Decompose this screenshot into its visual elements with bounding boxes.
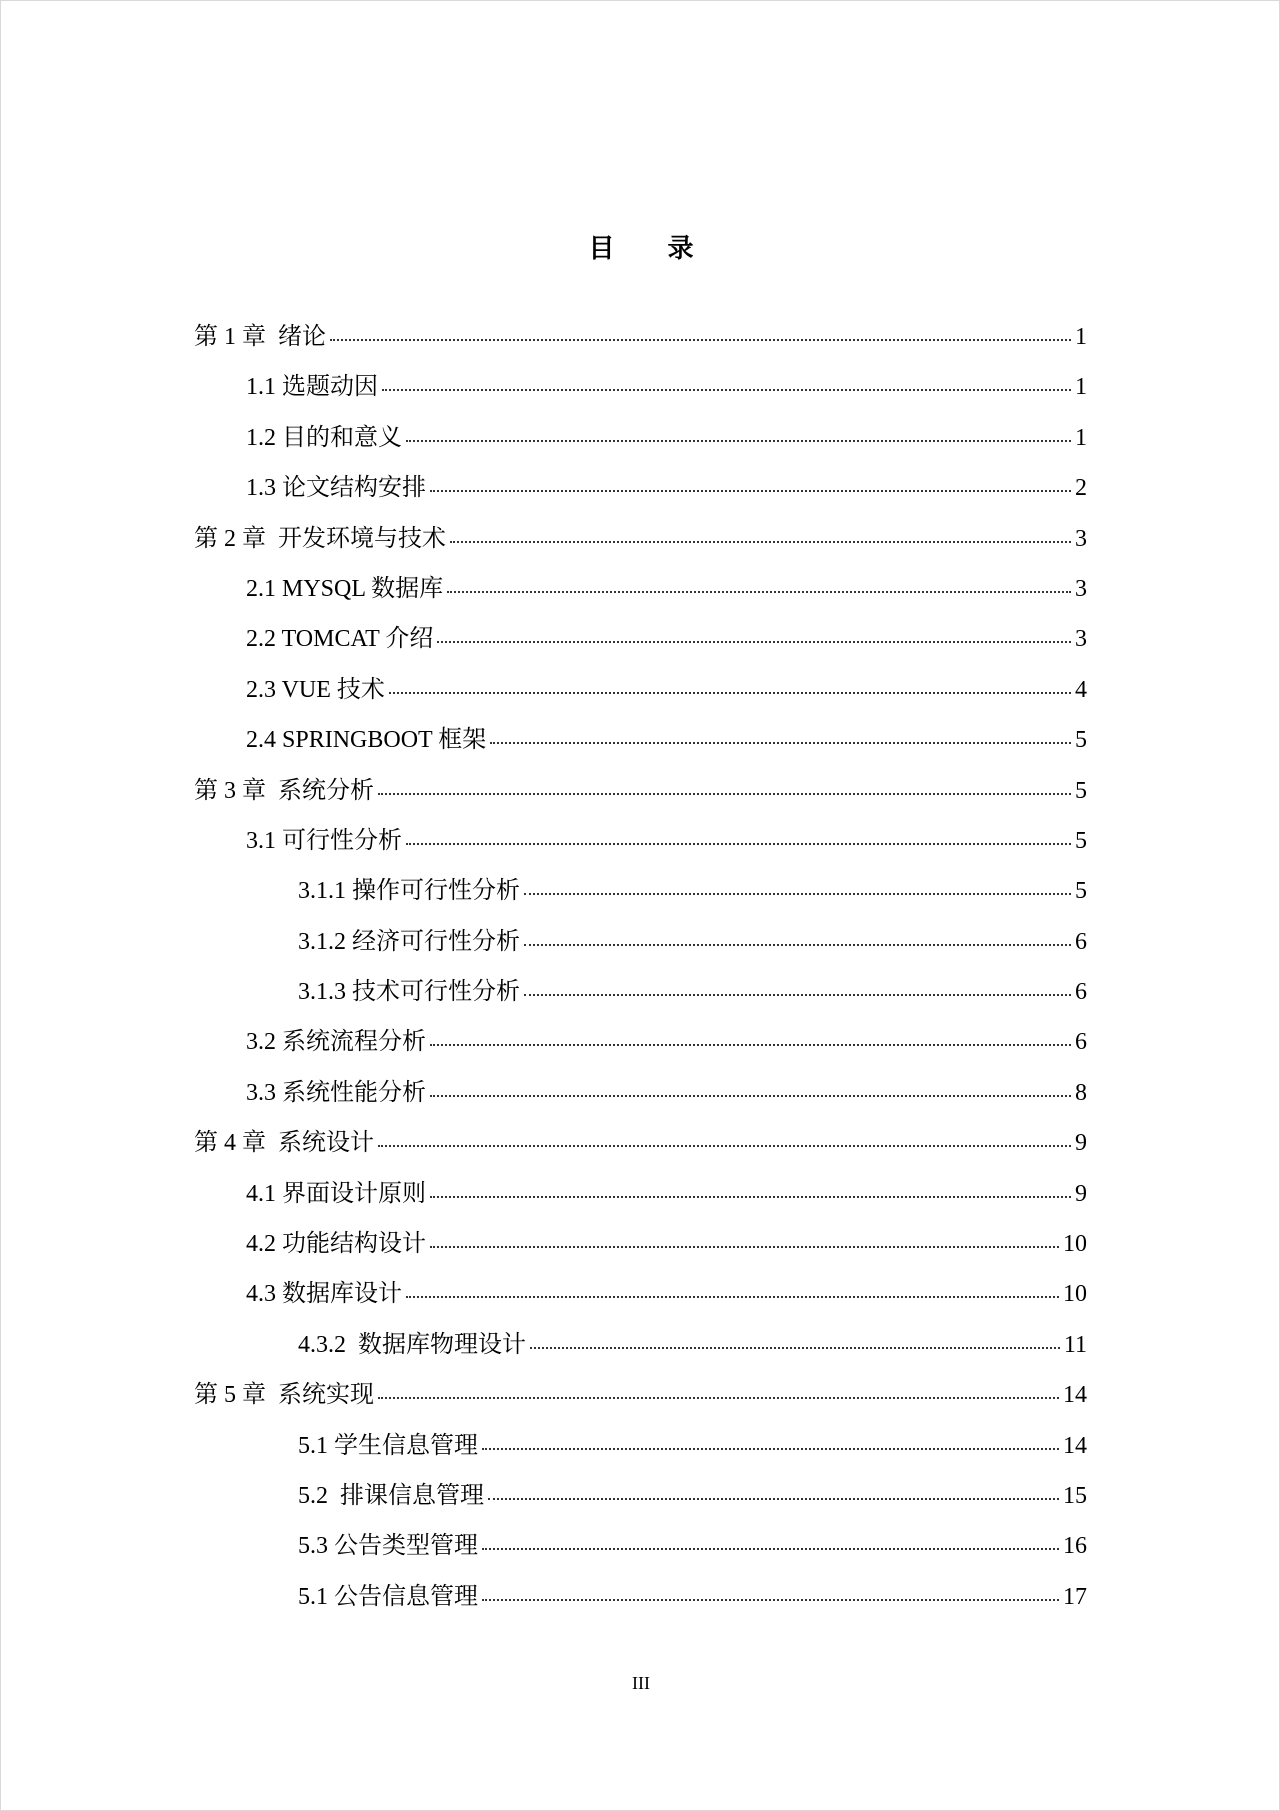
toc-entry[interactable] — [298, 924, 1087, 974]
toc-entry-label: 2.3 VUE 技术 — [246, 676, 385, 703]
dot-leader — [450, 541, 1071, 543]
toc-entry[interactable] — [246, 470, 1087, 520]
toc-title: 目 录 — [588, 234, 716, 264]
dot-leader — [482, 1548, 1059, 1550]
toc-entry-page-number: 2 — [1075, 475, 1087, 502]
toc-entry[interactable] — [246, 1176, 1087, 1226]
dot-leader — [490, 742, 1071, 744]
toc-entry-label: 第 1 章 绪论 — [194, 324, 326, 350]
toc-entry-page-number: 9 — [1075, 1180, 1087, 1207]
toc-entry[interactable] — [194, 1377, 1087, 1427]
toc-entry[interactable] — [246, 823, 1087, 873]
toc-entry-page-number: 6 — [1075, 928, 1087, 955]
toc-entry-label: 4.3.2 数据库物理设计 — [298, 1331, 526, 1358]
toc-entry-page-number: 10 — [1063, 1281, 1087, 1308]
toc-entry-label: 5.3 公告类型管理 — [298, 1533, 478, 1560]
dot-leader — [430, 1196, 1071, 1198]
toc-entry-page-number: 17 — [1063, 1583, 1087, 1610]
toc-entry[interactable] — [298, 1428, 1087, 1478]
toc-entry[interactable] — [246, 1276, 1087, 1326]
dot-leader — [378, 1397, 1059, 1399]
toc-entry-page-number: 14 — [1063, 1382, 1087, 1409]
dot-leader — [430, 1246, 1059, 1248]
toc-entry[interactable] — [298, 974, 1087, 1024]
toc-entry-label: 3.1.2 经济可行性分析 — [298, 928, 520, 955]
toc-entry-page-number: 9 — [1075, 1130, 1087, 1157]
toc-entry-label: 第 2 章 开发环境与技术 — [194, 525, 446, 552]
toc-entry-page-number: 5 — [1075, 727, 1087, 754]
dot-leader — [430, 490, 1071, 492]
toc-entry[interactable] — [194, 319, 1087, 369]
toc-entry-page-number: 6 — [1075, 1029, 1087, 1056]
toc-entry[interactable] — [246, 722, 1087, 772]
toc-entry[interactable] — [194, 1125, 1087, 1175]
toc-entry-label: 2.2 TOMCAT 介绍 — [246, 626, 434, 653]
toc-entry-page-number: 10 — [1063, 1231, 1087, 1258]
toc-entry[interactable] — [298, 1327, 1087, 1377]
toc-entry[interactable] — [246, 621, 1087, 671]
toc-entry-label: 1.1 选题动因 — [246, 374, 378, 401]
toc-entry[interactable] — [246, 1226, 1087, 1276]
toc-entry[interactable] — [246, 571, 1087, 621]
dot-leader — [524, 893, 1071, 895]
toc-entry[interactable] — [298, 1579, 1087, 1629]
toc-entry-label: 3.2 系统流程分析 — [246, 1029, 426, 1056]
toc-entry-page-number: 6 — [1075, 979, 1087, 1006]
toc-entry-label: 1.3 论文结构安排 — [246, 475, 426, 502]
toc-entry-page-number: 5 — [1075, 878, 1087, 905]
dot-leader — [430, 1095, 1071, 1097]
toc-entry[interactable] — [194, 521, 1087, 571]
toc-entry-page-number: 16 — [1063, 1533, 1087, 1560]
toc-entry[interactable] — [246, 1075, 1087, 1125]
toc-entry-page-number: 1 — [1075, 424, 1087, 451]
dot-leader — [447, 591, 1071, 593]
toc-entry-page-number: 15 — [1063, 1482, 1087, 1509]
toc-entry-label: 5.1 公告信息管理 — [298, 1583, 478, 1610]
toc-entry-label: 第 5 章 系统实现 — [194, 1382, 374, 1409]
toc-entry-label: 5.2 排课信息管理 — [298, 1482, 484, 1509]
toc-entry[interactable] — [246, 672, 1087, 722]
toc-entry-label: 第 3 章 系统分析 — [194, 777, 374, 804]
toc-entry-label: 5.1 学生信息管理 — [298, 1432, 478, 1459]
table-of-contents — [1, 319, 1280, 1629]
toc-entry-page-number: 3 — [1075, 626, 1087, 653]
toc-entry-label: 2.1 MYSQL 数据库 — [246, 575, 444, 602]
toc-entry-page-number: 1 — [1075, 324, 1087, 350]
toc-entry-page-number: 3 — [1075, 575, 1087, 602]
toc-entry[interactable] — [246, 369, 1087, 419]
toc-entry[interactable] — [246, 1024, 1087, 1074]
dot-leader — [330, 339, 1071, 341]
toc-entry-page-number: 11 — [1063, 1331, 1087, 1358]
toc-entry-label: 1.2 目的和意义 — [246, 424, 402, 451]
toc-entry-page-number: 14 — [1063, 1432, 1087, 1459]
toc-entry-label: 3.1.3 技术可行性分析 — [298, 979, 520, 1006]
page-number-footer: III — [632, 1673, 650, 1693]
toc-entry-label: 3.1.1 操作可行性分析 — [298, 878, 520, 905]
toc-entry-label: 2.4 SPRINGBOOT 框架 — [246, 727, 487, 754]
dot-leader — [524, 944, 1071, 946]
dot-leader — [378, 793, 1071, 795]
dot-leader — [406, 440, 1071, 442]
dot-leader — [382, 389, 1071, 391]
toc-entry-label: 4.1 界面设计原则 — [246, 1180, 426, 1207]
dot-leader — [430, 1044, 1071, 1046]
toc-entry-label: 第 4 章 系统设计 — [194, 1130, 374, 1157]
dot-leader — [406, 843, 1071, 845]
toc-entry[interactable] — [298, 873, 1087, 923]
toc-entry-page-number: 5 — [1075, 777, 1087, 804]
toc-entry-page-number: 4 — [1075, 676, 1087, 703]
toc-entry-page-number: 3 — [1075, 525, 1087, 552]
dot-leader — [482, 1599, 1059, 1601]
dot-leader — [482, 1448, 1059, 1450]
toc-entry[interactable] — [246, 420, 1087, 470]
toc-entry[interactable] — [298, 1478, 1087, 1528]
toc-entry-label: 4.2 功能结构设计 — [246, 1231, 426, 1258]
toc-entry-label: 4.3 数据库设计 — [246, 1281, 402, 1308]
toc-entry[interactable] — [298, 1528, 1087, 1578]
dot-leader — [488, 1498, 1059, 1500]
dot-leader — [378, 1145, 1071, 1147]
toc-entry-label: 3.3 系统性能分析 — [246, 1079, 426, 1106]
toc-entry-page-number: 5 — [1075, 827, 1087, 854]
toc-entry-page-number: 8 — [1075, 1079, 1087, 1106]
dot-leader — [389, 692, 1071, 694]
toc-entry-label: 3.1 可行性分析 — [246, 827, 402, 854]
dot-leader — [406, 1296, 1059, 1298]
toc-entry[interactable] — [194, 773, 1087, 823]
dot-leader — [524, 994, 1071, 996]
toc-entry-page-number: 1 — [1075, 374, 1087, 401]
dot-leader — [530, 1347, 1060, 1349]
dot-leader — [437, 641, 1071, 643]
